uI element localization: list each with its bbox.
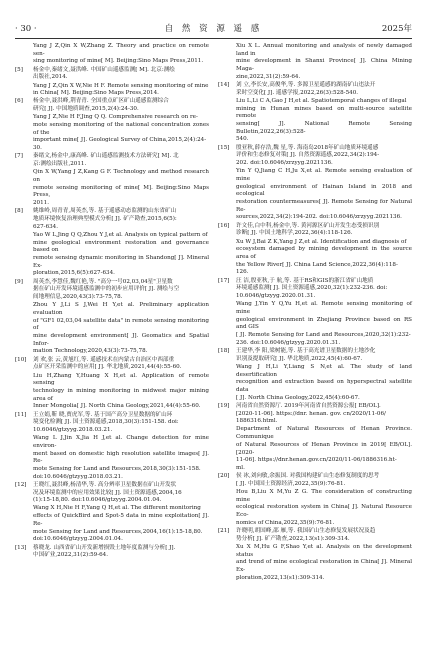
reference-line: 侯 冰,刘向敏,余振国. 对我国构建矿山生态修复制度的思考 xyxy=(236,473,380,480)
reference-line: 202. doi:10.6046/zrzyyg.2021136. xyxy=(236,160,333,167)
reference-text xyxy=(33,43,209,66)
reference-line: 王立娟,靳 晓,贾虎军,等. 基于国产高分卫星数据的矿山环 xyxy=(33,411,173,418)
reference-line: 蔡晓龙. 山西省矿山开发新增损毁土地年度监测与分析[ J]. xyxy=(33,544,176,551)
reference-entry xyxy=(218,403,412,426)
reference-entry xyxy=(15,83,209,98)
reference-entry xyxy=(15,545,209,560)
reference-line: Zhou Y J,Li S J,Wei H Y,et al. Preliminary application evaluation xyxy=(33,302,211,316)
reference-line: mote Sensing for Land and Resources,2004,16(1):15-18,80. xyxy=(33,528,203,535)
reference-line: [ J]. Remote Sensing for Land and Resources,2020,32(1):232- xyxy=(236,332,411,339)
reference-text xyxy=(33,83,209,98)
reference-line: Yao W L,Jing Q Q,Zhou Y J,et al. Analysis on typical pattern of xyxy=(33,231,208,238)
reference-line: 境变化检测[ J]. 国土资源遥感,2018,30(3):151-158. doi: xyxy=(33,419,179,426)
reference-number: [9] xyxy=(15,278,23,285)
reference-line: 10.6046/gtzyyg.2018.03.21. xyxy=(33,426,113,433)
reference-line: 1886316.html. xyxy=(236,418,278,425)
reference-entry xyxy=(218,239,412,278)
reference-entry xyxy=(218,544,412,583)
reference-number: [10] xyxy=(15,356,27,363)
reference-number xyxy=(15,505,33,544)
reference-entry xyxy=(15,505,209,544)
reference-entry xyxy=(218,278,412,301)
reference-column-left xyxy=(15,43,209,657)
reference-number: [6] xyxy=(15,98,23,105)
reference-number: [21] xyxy=(218,528,230,535)
reference-number: [14] xyxy=(218,82,230,89)
reference-line: doi:10.6046/gtzyyg.2004.01.04. xyxy=(33,536,123,543)
reference-line: ploration,2022,13(s1):309-314. xyxy=(236,574,325,581)
reference-line: Xiu X L. Annual monitoring and analysis of newly damaged land in xyxy=(236,43,414,57)
reference-line: nomics of China,2022,35(9):76-81. xyxy=(236,519,335,526)
reference-text xyxy=(236,403,412,426)
reference-line: recognition and extraction based on hyperspectral satellite data xyxy=(236,379,414,393)
reference-text xyxy=(236,544,412,583)
reference-entry xyxy=(15,67,209,82)
reference-line: 汪 洁,殷亚秋,于 航,等. 基于RS和GIS的浙江省矿山地质 xyxy=(236,277,374,284)
reference-entry xyxy=(218,489,412,528)
reference-line: doi:10.6046/gtzyyg.2018.03.21. xyxy=(33,473,123,480)
reference-line: and trend of mine ecological restoration in China[ J]. Mineral Ex- xyxy=(236,559,414,574)
reference-entry xyxy=(15,435,209,481)
reference-line: 采时空变化[ J]. 遥感学报,2022,26(3):528-540. xyxy=(236,89,359,96)
reference-line: of Natural Resources of Henan Province in 2019[ EB/OL]. [2020- xyxy=(236,441,414,456)
reference-text xyxy=(236,82,412,97)
journal-title: 自 然 资 源 遥 感 xyxy=(164,24,263,34)
reference-line: mation Technology,2020,43(3):73-75,78. xyxy=(33,348,148,355)
reference-entry xyxy=(15,302,209,356)
reference-line: Yin Y Q,Jiang C H,Ju X,et al. Remote sensing evaluation of mine xyxy=(236,168,414,182)
reference-text xyxy=(236,489,412,528)
reference-line: 殷亚秋,薛存浩,魏 星,等. 海南岛2018年矿山地质环境遥感 xyxy=(236,144,379,151)
reference-line: [2020-11-06]. https://dnr. henan. gov. cn/2020/11-06/ xyxy=(236,410,386,417)
reference-line: sensing[ J]. National Remote Sensing Bulletin,2022,26(3):528- xyxy=(236,121,414,135)
reference-entry xyxy=(15,373,209,412)
reference-line: 王建华,李 阳,梁树能,等. 基于高光谱卫星数据的土地沙化 xyxy=(236,347,376,354)
reference-line: of "GF1 02,03,04 satellite data" in remote sensing monitoring of xyxy=(33,317,211,332)
reference-entry xyxy=(15,98,209,113)
reference-entry xyxy=(15,279,209,302)
reference-line: 研究[ J]. 中国地质调查,2015,2(4):24-30. xyxy=(33,106,139,113)
reference-line: 识别及提取研究[ J]. 华北地质,2022,45(4):60-67. xyxy=(236,355,363,362)
reference-number xyxy=(218,364,236,403)
reference-line: 627-634. xyxy=(33,223,59,230)
reference-line: Wang J H,Li Y,Liang S N,et al. The study of land desertification xyxy=(236,363,414,378)
reference-text xyxy=(236,426,412,472)
reference-line: 环境遥感监测[ J]. 国土资源遥感,2020,32(1):232-236. doi: xyxy=(236,285,388,292)
reference-number xyxy=(15,169,33,208)
reference-line: the Yellow River[ J]. China Land Science,2022,36(4):118- xyxy=(236,261,398,268)
reference-text xyxy=(236,348,412,363)
reference-text xyxy=(33,67,209,82)
reference-line: Hou B,Liu X M,Yu Z G. The consideration of constructing mine xyxy=(236,489,414,503)
reference-number xyxy=(218,489,236,528)
reference-line: 杨金中,秦绪文,聂洪峰. 中国矿山遥感监测[ M]. 北京:测绘 xyxy=(33,66,175,73)
reference-line: 姚维岭,周青青,周英杰,等. 基于遥感动态监测的山东省矿山 xyxy=(33,208,177,215)
reference-entry xyxy=(218,426,412,472)
reference-line: mote Sensing for Land and Resources,2018,30(3):151-158. xyxy=(33,465,201,472)
reference-text xyxy=(33,373,209,412)
reference-number: [15] xyxy=(218,144,230,151)
reference-text xyxy=(236,98,412,144)
reference-number xyxy=(15,43,33,66)
reference-line: mote sensing monitoring of the national concentration zones of the xyxy=(33,122,211,136)
reference-line: Yang J Z,Qin X W,Nie H F. Remote sensing monitoring of mine xyxy=(33,82,209,89)
reference-entry xyxy=(218,223,412,238)
reference-line: 30. xyxy=(33,145,42,152)
page-header xyxy=(15,22,412,36)
reference-number xyxy=(15,373,33,412)
reference-number xyxy=(218,544,236,583)
reference-line: Qin X W,Yang J Z,Kang G F. Technology and method research on xyxy=(33,169,211,183)
reference-line: 间地理信息,2020,43(3):73-75,78. xyxy=(33,294,123,300)
reference-text xyxy=(33,435,209,481)
reference-line: 王晓红,聂洪峰,杨清华,等. 高分辨率卫星数据在矿山开发状 xyxy=(33,481,177,488)
reference-line: 11-06]. https://dnr.henan.gov.cn/2020/11-06/1886316.ht- xyxy=(236,457,397,464)
reference-entry xyxy=(15,232,209,278)
reference-line: 评价和生态修复对策[ J]. 自然资源遥感,2022,34(2):194- xyxy=(236,152,380,159)
reference-line: Yang J Z,Qin X W,Zhang Z. Theory and practice on remote sen- xyxy=(33,43,211,57)
reference-number: [19] xyxy=(218,402,230,409)
reference-line: restoration countermeasures[ J]. Remote Sensing for Natural Re- xyxy=(236,199,414,213)
reference-entry xyxy=(15,357,209,372)
reference-line: Xu X M,Hu G F,Shao Y,et al. Analysis on the development status xyxy=(236,544,414,558)
reference-line: 中国矿业,2022,31(2):59-64. xyxy=(33,552,108,559)
reference-line: Wang J,Yin Y Q,Yu H,et al. Remote sensing monitoring of mine xyxy=(236,301,414,315)
reference-number: [16] xyxy=(218,222,230,229)
reference-entry xyxy=(15,153,209,168)
reference-entry xyxy=(218,43,412,82)
reference-line: ecosystem damaged by mining development in the source area of xyxy=(236,246,414,260)
reference-line: mine geological environment restoration and governance based on xyxy=(33,239,211,254)
reference-text xyxy=(236,168,412,222)
reference-entry xyxy=(218,528,412,543)
reference-number: [17] xyxy=(218,277,230,284)
publication-year: 2025年 xyxy=(381,24,412,34)
reference-number xyxy=(218,43,236,82)
reference-number: [20] xyxy=(218,473,230,480)
reference-text xyxy=(33,232,209,278)
reference-number: [13] xyxy=(15,544,27,551)
reference-number: [5] xyxy=(15,66,23,73)
reference-line: mine development in Shanxi Province[ J]. China Mining Maga- xyxy=(236,58,414,73)
reference-entry xyxy=(218,301,412,347)
reference-line: 许文佳,白中科,杨金中,等. 黄河源区矿山开发生态受损识别 xyxy=(236,222,380,229)
reference-line: sing monitoring of mine[ M]. Beijing:Sino Maps Press,2011. xyxy=(33,58,204,65)
reference-number: [8] xyxy=(15,208,23,215)
reference-line: Liu H,Zhang Y,Huang X H,et al. Application of remote sensing xyxy=(33,372,211,387)
reference-number xyxy=(218,168,236,222)
reference-entry xyxy=(218,82,412,97)
reference-entry xyxy=(15,412,209,435)
reference-line: in China[ M]. Beijing:Sino Maps Press,2014. xyxy=(33,90,159,97)
reference-line: 京:测绘出版社,2011. xyxy=(33,161,87,168)
reference-text xyxy=(33,169,209,208)
reference-number: [12] xyxy=(15,481,27,488)
reference-number xyxy=(218,239,236,278)
reference-text xyxy=(33,98,209,113)
reference-line: 势分析[ J]. 矿产勘查,2022,13(s1):309-314. xyxy=(236,535,350,542)
reference-entry xyxy=(15,114,209,153)
reference-line: zine,2022,31(2):59-64. xyxy=(236,73,301,80)
reference-line: Liu L,Li C A,Gao J H,et al. Spatiotemporal changes of illegal xyxy=(236,97,407,104)
reference-number: [11] xyxy=(15,411,27,418)
reference-line: remote sensing dynamic monitoring in Shandong[ J]. Mineral Ex- xyxy=(33,254,211,269)
reference-text xyxy=(33,114,209,153)
reference-entry xyxy=(15,482,209,505)
reference-text xyxy=(236,278,412,301)
reference-text xyxy=(33,357,209,372)
reference-text xyxy=(236,43,412,82)
reference-entry xyxy=(15,208,209,231)
reference-entry xyxy=(218,473,412,488)
reference-line: 秦绪文,杨金中,康高峰. 矿山遥感监测技术方法研究[ M]. 北 xyxy=(33,153,179,160)
reference-line: (1):15-18,80. doi:10.6046/gtzyyg.2004.01.04. xyxy=(33,497,162,504)
reference-number xyxy=(218,426,236,472)
reference-line: important mine[ J]. Geological Survey of China,2015,2(4):24- xyxy=(33,137,207,144)
reference-text xyxy=(33,153,209,168)
reference-text xyxy=(33,302,209,356)
reference-line: geological environment in Zhejiang Province based on RS and GIS xyxy=(236,316,414,331)
reference-line: 540. xyxy=(236,136,249,143)
reference-line: remote sensing monitoring of mine[ M]. Beijing:Sino Maps Press, xyxy=(33,184,211,199)
reference-columns xyxy=(15,43,412,657)
reference-line: 236. doi:10.6046/gtzyyg.2020.01.31. xyxy=(236,339,341,346)
reference-entry xyxy=(218,348,412,363)
reference-number: [7] xyxy=(15,153,23,160)
reference-line: Yang J Z,Nie H F,Jing Q Q. Comprehensive research on re- xyxy=(33,114,198,121)
reference-line: Xu W J,Bai Z K,Yang J Z,et al. Identification and diagnosis of xyxy=(236,238,407,245)
reference-line: 点矿区开采监测中的应用[ J]. 华北地质,2021,44(4):55-60. xyxy=(33,364,182,371)
header-rule xyxy=(15,38,412,39)
reference-line: Wang X H,Nie H F,Yang Q H,et al. The different monitoring xyxy=(33,505,201,512)
reference-line: 况及环境监测中的应用效果比较[ J]. 国土资源遥感,2004,16 xyxy=(33,489,182,496)
reference-line: Inner Mongolia[ J]. North China Geology,2021,44(4):55-60. xyxy=(33,403,201,410)
reference-number xyxy=(218,98,236,144)
reference-line: [ J]. North China Geology,2022,45(4):60-67. xyxy=(236,394,360,401)
reference-line: sources,2022,34(2):194-202. doi:10.6046/zrzyyg.2021136. xyxy=(236,214,402,221)
reference-number xyxy=(15,435,33,481)
reference-text xyxy=(236,223,412,238)
reference-line: ecological restoration system in China[ J]. Natural Resource Eco- xyxy=(236,504,414,519)
reference-line: 10.6046/gtzyyg.2020.01.31. xyxy=(236,293,316,299)
reference-text xyxy=(33,208,209,231)
reference-line: 诊断[ J]. 中国土地科学,2022,36(4):118-126. xyxy=(236,230,353,237)
reference-line: ml. xyxy=(236,464,245,471)
reference-entry xyxy=(218,145,412,168)
reference-text xyxy=(33,482,209,505)
reference-line: Department of Natural Resources of Henan Province. Communique xyxy=(236,426,414,441)
reference-text xyxy=(236,145,412,168)
reference-line: 河南省自然资源厅. 2019年河南省自然资源公报[ EB/OL]. xyxy=(236,402,381,409)
reference-text xyxy=(33,545,209,560)
page-number: · 30 · xyxy=(15,24,37,34)
reference-number xyxy=(15,302,33,356)
reference-line: [ J]. 中国国土资源经济,2022,35(9):76-81. xyxy=(236,480,346,487)
reference-line: Wang L J,Jin X,Jia H J,et al. Change detection for mine environ- xyxy=(33,435,211,449)
reference-line: 刘 欢,张 云,黄旭红,等. 遥感技术在内蒙古自治区中西部重 xyxy=(33,356,175,363)
reference-text xyxy=(236,364,412,403)
reference-column-right xyxy=(218,43,412,657)
reference-line: effects of QuickBird and Spot-5 data in mine exploitation[ J]. Re- xyxy=(33,513,211,527)
reference-line: 126. xyxy=(236,269,249,276)
reference-text xyxy=(236,239,412,278)
reference-line: geological environment of Hainan Island in 2018 and ecological xyxy=(236,183,414,198)
reference-text xyxy=(236,528,412,543)
reference-number xyxy=(15,114,33,153)
reference-line: technology in mining monitoring in midwest major mining area of xyxy=(33,387,211,402)
reference-text xyxy=(236,301,412,347)
reference-entry xyxy=(218,98,412,144)
reference-text xyxy=(236,473,412,488)
reference-line: 许晓明,胡国峰,邵 雁,等. 我国矿山生态修复发展状况及趋 xyxy=(236,528,376,535)
reference-line: 周英杰,李慧佳,魏红艳,等. "高分一号02,03,04星"卫星数 xyxy=(33,278,173,285)
reference-entry xyxy=(218,168,412,222)
reference-entry xyxy=(218,364,412,403)
reference-number: [18] xyxy=(218,347,230,354)
reference-line: 出版社,2014. xyxy=(33,74,68,81)
reference-number xyxy=(15,83,33,98)
reference-number xyxy=(218,301,236,347)
reference-line: 刘 立,李长安,高俊华,等. 多源卫星遥感的湖南矿山违法开 xyxy=(236,82,376,89)
reference-line: 据在矿山开发环境遥感监测中的初步应用评价[ J]. 测绘与空 xyxy=(33,286,180,293)
reference-text xyxy=(33,505,209,544)
reference-text xyxy=(33,279,209,302)
reference-line: ploration,2015,6(5):627-634. xyxy=(33,270,115,277)
reference-line: ment based on domestic high resolution satellite images[ J]. Re- xyxy=(33,450,211,465)
reference-line: mining in Hunan mines based on multi-source satellite remote xyxy=(236,105,414,120)
reference-line: 杨金中,聂洪峰,荆青青. 全国重点矿区矿山遥感监测综合 xyxy=(33,98,169,105)
reference-line: mine development environment[ J]. Geomatics and Spatial Infor- xyxy=(33,333,211,347)
reference-entry xyxy=(15,43,209,66)
reference-line: 2011. xyxy=(33,200,50,207)
reference-text xyxy=(33,412,209,435)
reference-line: 地质环境恢复治理典型模式分析[ J]. 矿产勘查,2015,6(5): xyxy=(33,215,177,222)
reference-entry xyxy=(15,169,209,208)
reference-number xyxy=(15,232,33,278)
